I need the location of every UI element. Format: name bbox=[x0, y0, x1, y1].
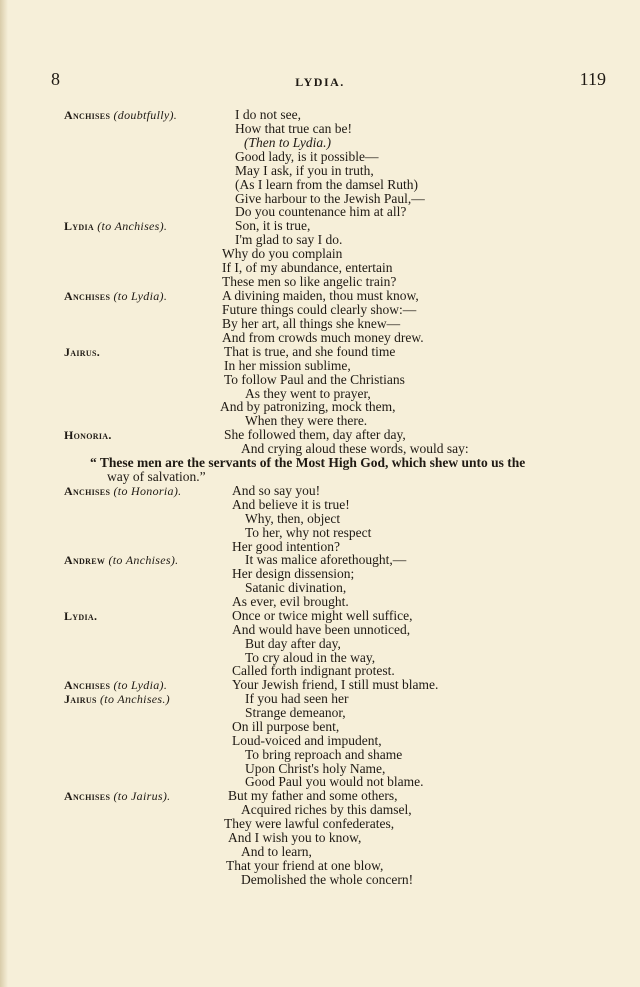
speaker-anchises: Anchises (doubtfully). bbox=[64, 108, 178, 122]
quotation-line: way of salvation.” bbox=[107, 469, 206, 484]
speaker-anchises: Anchises (to Honoria). bbox=[64, 484, 182, 498]
verse-line: Good lady, is it possible— bbox=[235, 149, 379, 164]
verse-line: On ill purpose bent, bbox=[232, 719, 340, 734]
speaker-anchises: Anchises (to Lydia). bbox=[64, 289, 168, 303]
verse-line: Called forth indignant protest. bbox=[232, 663, 395, 678]
verse-line: If you had seen her bbox=[245, 691, 349, 706]
verse-line: Her design dissension; bbox=[232, 566, 355, 581]
verse-line: By her art, all things she knew— bbox=[222, 316, 401, 331]
verse-line: Loud-voiced and impudent, bbox=[232, 733, 382, 748]
page-number-right: 119 bbox=[579, 69, 606, 89]
verse-line: And to learn, bbox=[241, 844, 312, 859]
verse-line: Her good intention? bbox=[232, 539, 340, 554]
verse-line: That is true, and she found time bbox=[224, 344, 396, 359]
verse-line: To bring reproach and shame bbox=[245, 747, 403, 762]
verse-line: In her mission sublime, bbox=[224, 358, 351, 373]
verse-line: To cry aloud in the way, bbox=[245, 650, 376, 665]
speaker-lydia: Lydia. bbox=[64, 609, 98, 623]
verse-line: Son, it is true, bbox=[235, 218, 311, 233]
speaker-anchises: Anchises (to Jairus). bbox=[64, 789, 171, 803]
verse-line: When they were there. bbox=[245, 413, 368, 428]
verse-line: Strange demeanor, bbox=[245, 705, 346, 720]
verse-line: (As I learn from the damsel Ruth) bbox=[235, 177, 418, 192]
quotation-line: “ These men are the servants of the Most High God, which shew unto us the bbox=[90, 455, 526, 470]
verse-line: That your friend at one blow, bbox=[226, 858, 384, 873]
verse-line: But my father and some others, bbox=[228, 788, 398, 803]
verse-line: And by patronizing, mock them, bbox=[220, 399, 396, 414]
verse-line: To her, why not respect bbox=[245, 525, 372, 540]
verse-line: And so say you! bbox=[232, 483, 321, 498]
verse-line: Acquired riches by this damsel, bbox=[241, 802, 412, 817]
verse-line: And from crowds much money drew. bbox=[222, 330, 424, 345]
verse-line: Once or twice might well suffice, bbox=[232, 608, 413, 623]
speaker-jairus: Jairus. bbox=[64, 345, 100, 359]
page-edge-shadow bbox=[0, 0, 8, 987]
verse-line: Demolished the whole concern! bbox=[241, 872, 414, 887]
verse-line: And I wish you to know, bbox=[228, 830, 362, 845]
verse-line: If I, of my abundance, entertain bbox=[222, 260, 393, 275]
verse-line: Future things could clearly show:— bbox=[222, 302, 417, 317]
speaker-honoria: Honoria. bbox=[64, 428, 112, 442]
verse-line: Your Jewish friend, I still must blame. bbox=[232, 677, 439, 692]
verse-line: How that true can be! bbox=[235, 121, 352, 136]
verse-line: Good Paul you would not blame. bbox=[245, 774, 424, 789]
verse-line: And crying aloud these words, would say: bbox=[241, 441, 469, 456]
verse-line: Why do you complain bbox=[222, 246, 343, 261]
verse-line: And believe it is true! bbox=[232, 497, 350, 512]
running-title: LYDIA. bbox=[295, 75, 345, 89]
verse-line: Give harbour to the Jewish Paul,— bbox=[235, 191, 425, 206]
verse-line: These men so like angelic train? bbox=[222, 274, 397, 289]
verse-line: To follow Paul and the Christians bbox=[224, 372, 405, 387]
verse-line: As ever, evil brought. bbox=[232, 594, 349, 609]
page-number-left: 8 bbox=[51, 69, 60, 89]
speaker-jairus: Jairus (to Anchises.) bbox=[64, 692, 170, 706]
verse-line: A divining maiden, thou must know, bbox=[222, 288, 419, 303]
verse-line: But day after day, bbox=[245, 636, 341, 651]
verse-line: As they went to prayer, bbox=[245, 386, 371, 401]
verse-line: I'm glad to say I do. bbox=[235, 232, 343, 247]
verse-line: Upon Christ's holy Name, bbox=[245, 761, 386, 776]
verse-line: And would have been unnoticed, bbox=[232, 622, 411, 637]
verse-line-direction: (Then to Lydia.) bbox=[244, 135, 331, 150]
speaker-andrew: Andrew (to Anchises). bbox=[64, 553, 179, 567]
verse-line: May I ask, if you in truth, bbox=[235, 163, 374, 178]
verse-line: They were lawful confederates, bbox=[224, 816, 395, 831]
verse-line: Why, then, object bbox=[245, 511, 341, 526]
verse-line: Satanic divination, bbox=[245, 580, 347, 595]
verse-line: She followed them, day after day, bbox=[224, 427, 406, 442]
verse-line: It was malice aforethought,— bbox=[245, 552, 407, 567]
speaker-lydia: Lydia (to Anchises). bbox=[64, 219, 168, 233]
verse-line: Do you countenance him at all? bbox=[235, 204, 407, 219]
speaker-anchises: Anchises (to Lydia). bbox=[64, 678, 168, 692]
verse-line: I do not see, bbox=[235, 107, 301, 122]
